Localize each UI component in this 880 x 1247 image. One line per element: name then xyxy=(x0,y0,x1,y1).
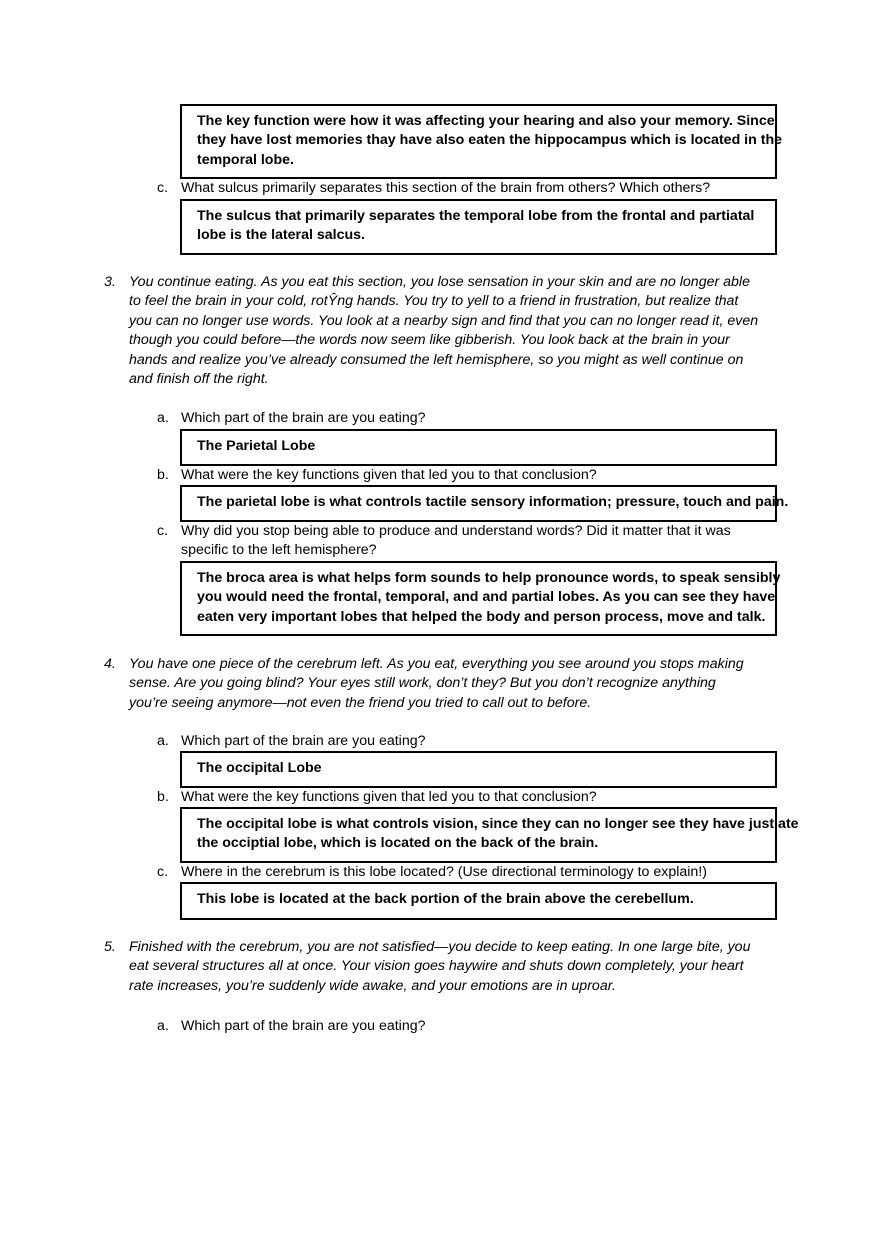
question-4b: What were the key functions given that led you to that conclusion? xyxy=(181,789,597,805)
question-4c: Where in the cerebrum is this lobe located? (Use directional terminology to explain!) xyxy=(181,864,707,880)
question-label-3b: b. xyxy=(157,467,169,483)
question-2c: What sulcus primarily separates this section of the brain from others? Which others? xyxy=(181,180,711,196)
prompt-line: and finish off the right. xyxy=(129,371,269,388)
question-number-4: 4. xyxy=(104,656,116,672)
answer-box-2b[interactable] xyxy=(180,104,783,179)
answer-line: The broca area is what helps form sounds to help pronounce words, to speak sensibly xyxy=(197,570,781,586)
question-label-2c: c. xyxy=(157,180,169,196)
question-4a: Which part of the brain are you eating? xyxy=(181,733,426,749)
answer-box-4a[interactable] xyxy=(180,751,777,788)
question-3a: Which part of the brain are you eating? xyxy=(181,410,426,426)
question-label-4b: b. xyxy=(157,789,169,805)
question-line: specific to the left hemisphere? xyxy=(181,542,377,559)
prompt-line: Finished with the cerebrum, you are not satisfied—you decide to keep eating. In one large bite, you xyxy=(129,939,751,955)
prompt-5 xyxy=(129,938,750,996)
prompt-3 xyxy=(129,273,758,389)
answer-line: The parietal lobe is what controls tactile sensory information; pressure, touch and pain. xyxy=(197,494,789,510)
answer-line: eaten very important lobes that helped the body and person process, move and talk. xyxy=(197,608,766,625)
question-label-4c: c. xyxy=(157,864,169,880)
prompt-line: sense. Are you going blind? Your eyes still work, don’t they? But you don’t recognize anything xyxy=(129,675,716,692)
answer-box-4b[interactable] xyxy=(180,807,799,863)
answer-box-4c[interactable] xyxy=(180,882,777,920)
answer-line: The occipital lobe is what controls vision, since they can no longer see they have just ate xyxy=(197,816,799,832)
question-label-4a: a. xyxy=(157,733,169,749)
answer-line: The key function were how it was affecting your hearing and also your memory. Since xyxy=(197,113,775,129)
prompt-4 xyxy=(129,655,744,713)
answer-box-3c[interactable] xyxy=(180,561,781,636)
prompt-line: You continue eating. As you eat this section, you lose sensation in your skin and are no longer able xyxy=(129,274,750,290)
prompt-line: eat several structures all at once. Your vision goes haywire and shuts down completely, your heart xyxy=(129,958,744,975)
question-label-5a: a. xyxy=(157,1018,169,1034)
answer-line: they have lost memories thay have also eaten the hippocampus which is located in the xyxy=(197,132,783,149)
question-number-5: 5. xyxy=(104,939,116,955)
answer-line: temporal lobe. xyxy=(197,151,294,168)
question-label-3c: c. xyxy=(157,523,169,539)
answer-line: The Parietal Lobe xyxy=(197,438,316,454)
answer-line: This lobe is located at the back portion of the brain above the cerebellum. xyxy=(197,891,694,907)
question-3c xyxy=(181,522,731,561)
question-line: Why did you stop being able to produce and understand words? Did it matter that it was xyxy=(181,523,731,539)
question-3b: What were the key functions given that led you to that conclusion? xyxy=(181,467,597,483)
prompt-line: You have one piece of the cerebrum left. As you eat, everything you see around you stops making xyxy=(129,656,744,672)
question-label-3a: a. xyxy=(157,410,169,426)
answer-line: The sulcus that primarily separates the temporal lobe from the frontal and partiatal xyxy=(197,208,755,224)
prompt-line: though you could before—the words now seem like gibberish. You look back at the brain in your xyxy=(129,332,730,349)
answer-box-3a[interactable] xyxy=(180,429,777,466)
answer-line: lobe is the lateral salcus. xyxy=(197,227,365,244)
prompt-line: you’re seeing anymore—not even the friend you tried to call out to before. xyxy=(129,694,592,711)
prompt-line: hands and realize you’ve already consumed the left hemisphere, so you might as well continue on xyxy=(129,351,744,368)
prompt-line: rate increases, you’re suddenly wide awake, and your emotions are in uproar. xyxy=(129,977,616,994)
question-number-3: 3. xyxy=(104,274,116,290)
answer-line: The occipital Lobe xyxy=(197,760,322,776)
question-5a: Which part of the brain are you eating? xyxy=(181,1018,426,1034)
answer-box-2c[interactable] xyxy=(180,199,777,255)
answer-line: you would need the frontal, temporal, and and partial lobes. As you can see they have xyxy=(197,589,776,606)
answer-box-3b[interactable] xyxy=(180,485,789,522)
prompt-line: you can no longer use words. You look at a nearby sign and find that you can no longer read it, even xyxy=(129,312,759,329)
prompt-line: to feel the brain in your cold, rotŶng hands. You try to yell to a friend in frustration, but realize that xyxy=(129,293,739,310)
answer-line: the occiptial lobe, which is located on the back of the brain. xyxy=(197,835,599,852)
